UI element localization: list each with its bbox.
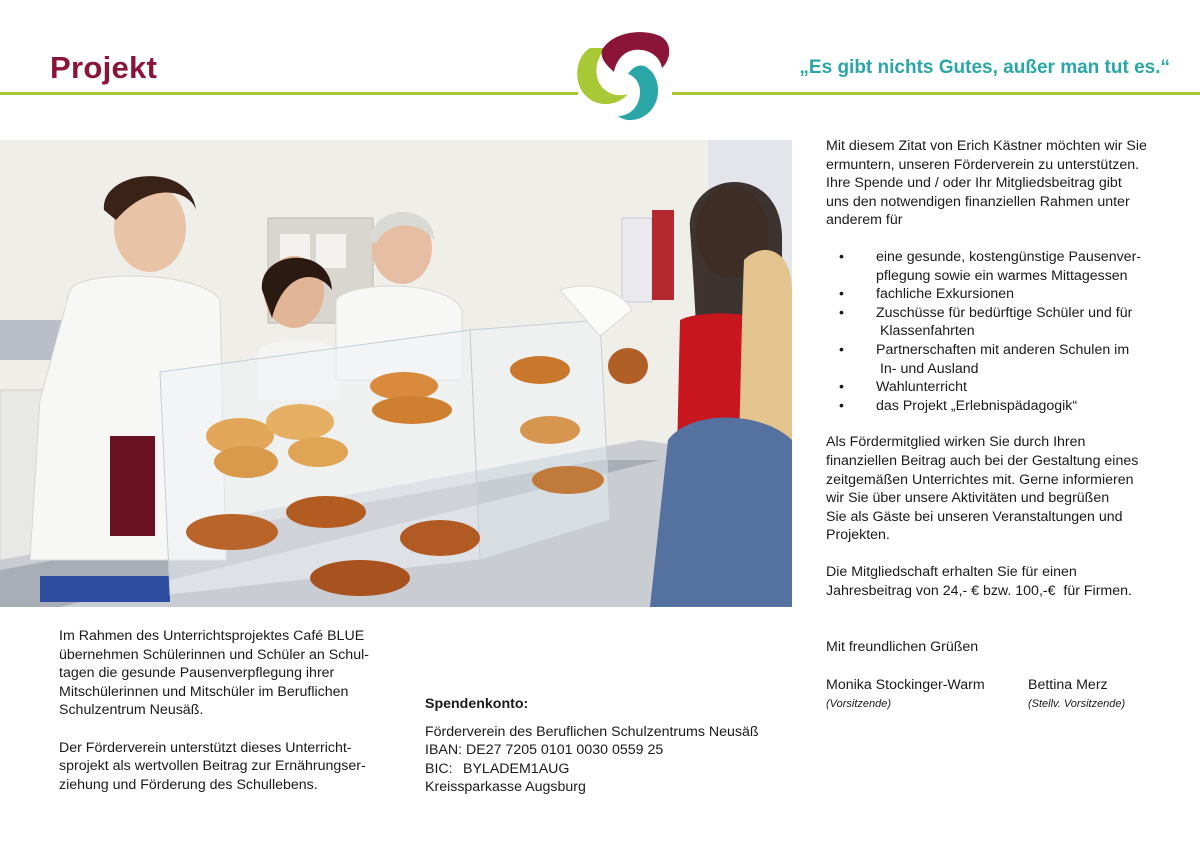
donation-account — [425, 695, 785, 797]
bic-label: BIC: — [425, 760, 453, 777]
member-line: zeitgemäßen Unterrichtes mit. Gerne informieren — [826, 471, 1134, 488]
member-line: finanziellen Beitrag auch bei der Gestaltung eines — [826, 452, 1139, 469]
list-item: • Zuschüsse für bedürftige Schüler und für Klassenfahrten — [826, 304, 1166, 341]
member-line: Sie als Gäste bei unseren Veranstaltungen und — [826, 508, 1123, 525]
list-item: • das Projekt „Erlebnispädagogik“ — [826, 397, 1166, 416]
header-rule-left — [0, 92, 578, 95]
description-line: sprojekt als wertvollen Beitrag zur Ernährungser- — [59, 758, 366, 775]
description-line: Der Förderverein unterstützt dieses Unterricht- — [59, 739, 352, 756]
fee-line: Jahresbeitrag von 24,- € bzw. 100,-€ für Firmen. — [826, 583, 1132, 600]
header-rule-right — [672, 92, 1200, 95]
iban: IBAN: DE27 7205 0101 0030 0559 25 — [425, 742, 664, 759]
project-description — [59, 627, 389, 794]
list-item: • Partnerschaften mit anderen Schulen im In- und Ausland — [826, 341, 1166, 378]
list-item: • fachliche Exkursionen — [826, 285, 1166, 304]
cafe-counter-photo — [0, 140, 792, 607]
club-logo-icon — [572, 26, 678, 126]
signature-chair — [826, 676, 985, 713]
member-line: Als Fördermitglied wirken Sie durch Ihren — [826, 434, 1086, 451]
signature-name: Bettina Merz — [1028, 677, 1108, 693]
right-column-text — [826, 137, 1166, 601]
list-item: • eine gesunde, kostengünstige Pausenver- pflegung sowie ein warmes Mittagessen — [826, 248, 1166, 285]
photo-illustration — [0, 140, 792, 607]
list-item: • Wahlunterricht — [826, 378, 1166, 397]
signature-role: (Stellv. Vorsitzende) — [1028, 697, 1126, 710]
signature-role: (Vorsitzende) — [826, 697, 892, 710]
intro-line: Mit diesem Zitat von Erich Kästner möchten wir Sie — [826, 138, 1147, 154]
intro-line: Ihre Spende und / oder Ihr Mitgliedsbeitrag gibt — [826, 175, 1122, 192]
support-list — [826, 248, 1166, 415]
fee-line: Die Mitgliedschaft erhalten Sie für einen — [826, 564, 1077, 581]
signature-vice-chair — [1028, 676, 1125, 713]
bic-value: BYLADEM1AUG — [463, 760, 570, 777]
description-line: übernehmen Schülerinnen und Schüler an Schul- — [59, 646, 369, 663]
page-title: Projekt — [50, 50, 158, 85]
bank-name: Kreissparkasse Augsburg — [425, 779, 586, 796]
account-holder: Förderverein des Beruflichen Schulzentrums Neusäß — [425, 723, 759, 740]
bic — [425, 760, 785, 779]
description-line: Im Rahmen des Unterrichtsprojektes Café BLUE — [59, 628, 365, 644]
member-line: wir Sie über unsere Aktivitäten und begrüßen — [826, 490, 1110, 507]
member-line: Projekten. — [826, 527, 890, 544]
description-line: tagen die gesunde Pausenverpflegung ihrer — [59, 665, 335, 682]
intro-line: anderem für — [826, 212, 903, 229]
intro-line: ermuntern, unseren Förderverein zu unterstützen. — [826, 156, 1140, 173]
signature-name: Monika Stockinger-Warm — [826, 677, 985, 693]
intro-line: uns den notwendigen finanziellen Rahmen unter — [826, 193, 1130, 210]
description-line: ziehung und Förderung des Schullebens. — [59, 776, 318, 793]
header-quote: „Es gibt nichts Gutes, außer man tut es.“ — [799, 57, 1170, 78]
greeting: Mit freundlichen Grüßen — [826, 639, 979, 655]
donation-heading: Spendenkonto: — [425, 696, 529, 712]
description-line: Mitschülerinnen und Mitschüler im Beruflichen — [59, 683, 349, 700]
description-line: Schulzentrum Neusäß. — [59, 702, 204, 719]
